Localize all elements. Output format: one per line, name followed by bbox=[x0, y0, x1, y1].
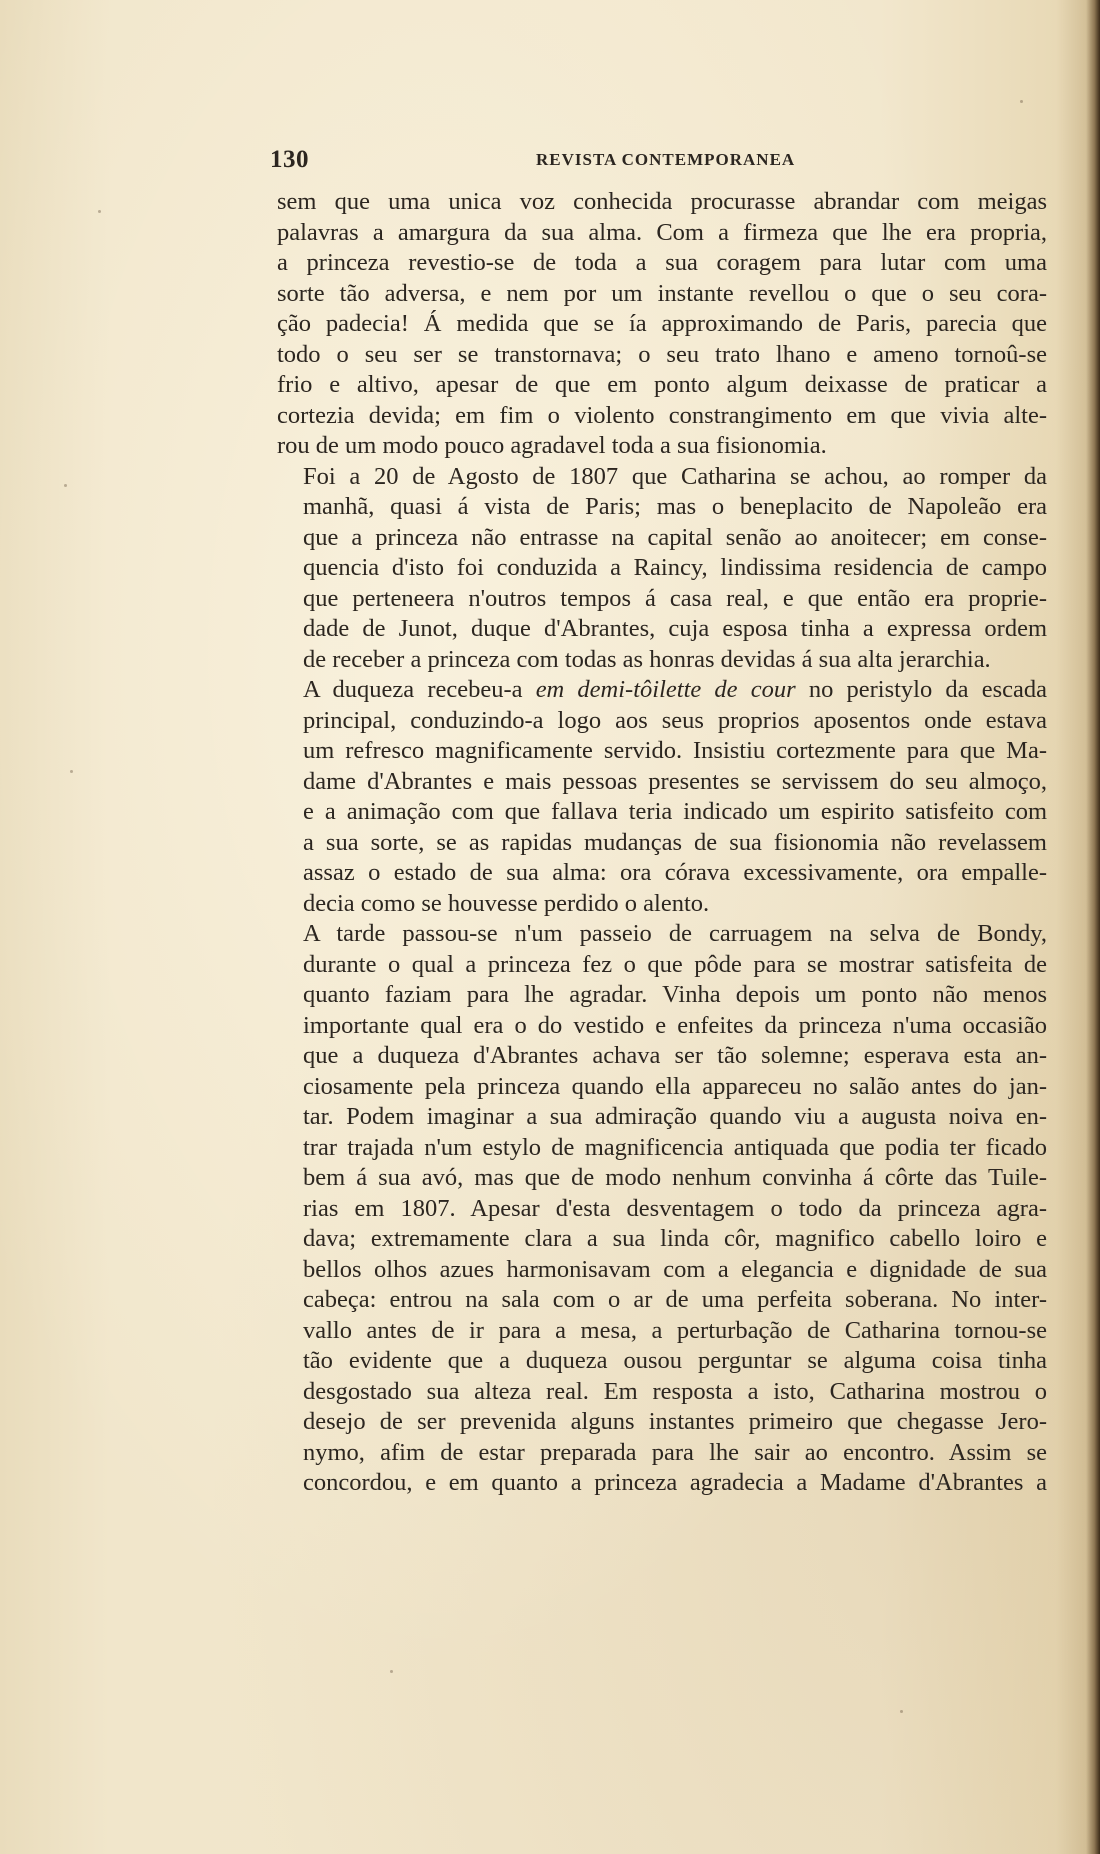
text-line: sem que uma unica voz conhecida procurasse abrandar com meigas bbox=[277, 188, 1047, 215]
text-line: um refresco magnificamente servido. Insistiu cortezmente para que Ma- bbox=[303, 737, 1047, 764]
paragraph bbox=[277, 675, 1047, 919]
text-line: importante qual era o do vestido e enfeites da princeza n'uma occasião bbox=[303, 1011, 1047, 1039]
paper-speck bbox=[390, 1670, 393, 1673]
text-line: assaz o estado de sua alma: ora córava excessivamente, ora empalle- bbox=[303, 859, 1047, 886]
text-line: desejo de ser prevenida alguns instantes primeiro que chegasse Jero- bbox=[303, 1408, 1047, 1435]
text-line: principal, conduzindo-a logo aos seus proprios aposentos onde estava bbox=[303, 706, 1047, 734]
text-line: quencia d'isto foi conduzida a Raincy, lindissima residencia de campo bbox=[303, 554, 1047, 581]
text-line: vallo antes de ir para a mesa, a perturbação de Catharina tornou-se bbox=[303, 1316, 1047, 1344]
text-line: decia como se houvesse perdido o alento. bbox=[303, 889, 710, 917]
text-line: a princeza revestio-se de toda a sua coragem para lutar com uma bbox=[277, 249, 1047, 276]
text-line: que a duqueza d'Abrantes achava ser tão solemne; esperava esta an- bbox=[303, 1042, 1047, 1069]
text-line: Foi a 20 de Agosto de 1807 que Catharina se achou, ao romper da bbox=[303, 462, 1047, 490]
running-head: REVISTA CONTEMPORANEA bbox=[536, 150, 796, 169]
text-line: dame d'Abrantes e mais pessoas presentes se servissem do seu almoço, bbox=[303, 767, 1047, 795]
text-line: manhã, quasi á vista de Paris; mas o beneplacito de Napoleão era bbox=[303, 493, 1047, 520]
text-line: de receber a princeza com todas as honras devidas á sua alta jerarchia. bbox=[303, 645, 991, 673]
text-line: sorte tão adversa, e nem por um instante revellou o que o seu cora- bbox=[277, 279, 1047, 307]
text-line: bem á sua avó, mas que de modo nenhum convinha á côrte das Tuile- bbox=[303, 1164, 1047, 1191]
text-line: rou de um modo pouco agradavel toda a sua fisionomia. bbox=[277, 432, 827, 459]
text-line: bellos olhos azues harmonisavam com a elegancia e dignidade de sua bbox=[303, 1255, 1047, 1283]
text-line: concordou, e em quanto a princeza agradecia a Madame d'Abrantes a bbox=[303, 1469, 1047, 1496]
text-line: tão evidente que a duqueza ousou perguntar se alguma coisa tinha bbox=[303, 1347, 1047, 1374]
paper-speck bbox=[98, 210, 101, 213]
text-line: nymo, afim de estar preparada para lhe sair ao encontro. Assim se bbox=[303, 1438, 1047, 1466]
text-line: a sua sorte, se as rapidas mudanças de sua fisionomia não revelassem bbox=[303, 828, 1047, 856]
text-line: desgostado sua alteza real. Em resposta a isto, Catharina mostrou o bbox=[303, 1377, 1047, 1405]
paragraph bbox=[277, 919, 1047, 1499]
text-line: A tarde passou-se n'um passeio de carruagem na selva de Bondy, bbox=[303, 920, 1047, 947]
text-line: durante o qual a princeza fez o que pôde para se mostrar satisfeita de bbox=[303, 950, 1047, 978]
paragraph bbox=[277, 462, 1047, 676]
text-line: rias em 1807. Apesar d'esta desventagem o todo da princeza agra- bbox=[303, 1194, 1047, 1222]
text-line: tar. Podem imaginar a sua admiração quando viu a augusta noiva en- bbox=[303, 1103, 1047, 1130]
text-line: que a princeza não entrasse na capital senão ao anoitecer; em conse- bbox=[303, 523, 1047, 551]
page-binding-shadow bbox=[1086, 0, 1100, 1854]
text-line: dade de Junot, duque d'Abrantes, cuja esposa tinha a expressa ordem bbox=[303, 615, 1047, 642]
text-line: cabeça: entrou na sala com o ar de uma perfeita soberana. No inter- bbox=[303, 1286, 1047, 1313]
text-line: A duqueza recebeu-a em demi-tôilette de cour no peristylo da escada bbox=[303, 676, 1047, 703]
text-line: palavras a amargura da sua alma. Com a firmeza que lhe era propria, bbox=[277, 218, 1047, 246]
paper-speck bbox=[70, 770, 73, 773]
paragraph bbox=[277, 187, 1047, 462]
text-line: ciosamente pela princeza quando ella appareceu no salão antes do jan- bbox=[303, 1072, 1047, 1100]
body-text bbox=[277, 187, 1047, 1499]
text-line: frio e altivo, apesar de que em ponto algum deixasse de praticar a bbox=[277, 371, 1047, 398]
text-line: que perteneera n'outros tempos á casa real, e que então era proprie- bbox=[303, 584, 1047, 612]
text-line: ção padecia! Á medida que se ía approximando de Paris, parecia que bbox=[277, 310, 1047, 337]
paper-speck bbox=[1020, 100, 1023, 103]
text-line: todo o seu ser se transtornava; o seu trato lhano e ameno tornoû-se bbox=[277, 340, 1047, 368]
page-number: 130 bbox=[270, 146, 309, 173]
page-header bbox=[270, 146, 1045, 176]
text-line: trar trajada n'um estylo de magnificencia antiquada que podia ter ficado bbox=[303, 1133, 1047, 1161]
text-line: e a animação com que fallava teria indicado um espirito satisfeito com bbox=[303, 798, 1047, 825]
text-line: dava; extremamente clara a sua linda côr, magnifico cabello loiro e bbox=[303, 1225, 1047, 1252]
paper-speck bbox=[900, 1710, 903, 1713]
paper-speck bbox=[64, 484, 67, 487]
text-line: cortezia devida; em fim o violento constrangimento em que vivia alte- bbox=[277, 401, 1047, 429]
text-line: quanto faziam para lhe agradar. Vinha depois um ponto não menos bbox=[303, 981, 1047, 1008]
